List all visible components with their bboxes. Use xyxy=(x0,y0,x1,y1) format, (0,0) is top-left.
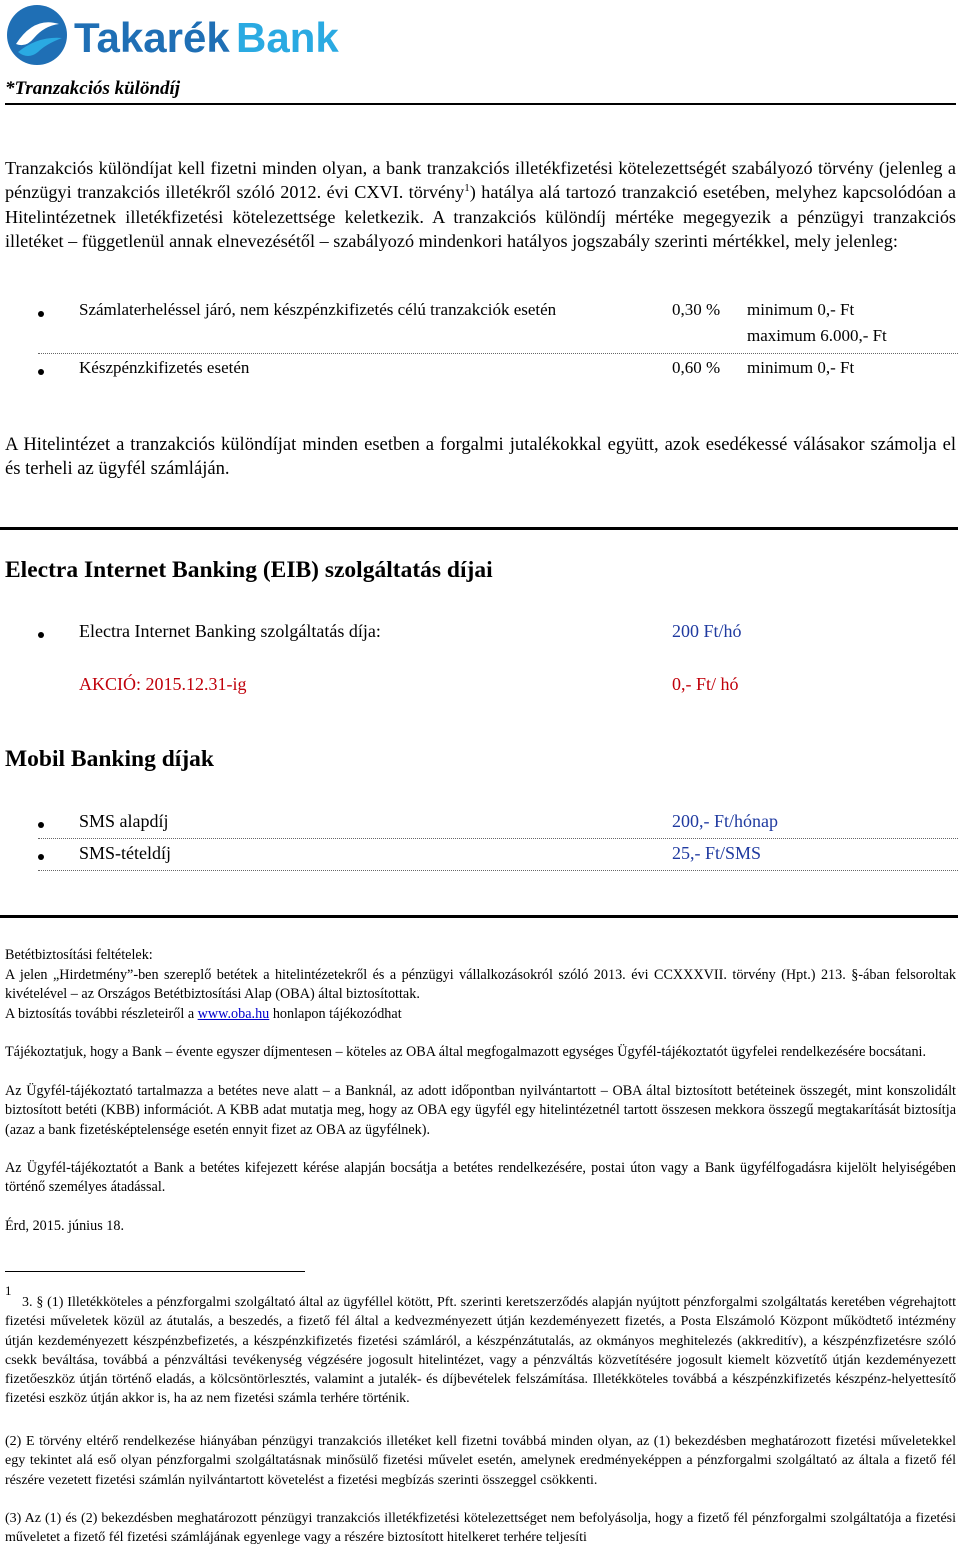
mobil-heading: Mobil Banking díjak xyxy=(5,746,214,772)
deposit-delivery-paragraph: Az Ügyfél-tájékoztatót a Bank a betétes kifejezett kérése alapján bocsátja a betétes rendelkezésére, postai úton vagy a Bank ügyfélfogadásra kijelölt helyiségében történő személyes átadással. xyxy=(5,1160,956,1196)
deposit-title: Betétbiztosítási feltételek: xyxy=(5,947,153,963)
deposit-link-before: A biztosítás további részleteiről a xyxy=(5,1006,198,1022)
row-divider xyxy=(38,870,958,871)
logo-text-takarek: Takarék xyxy=(74,14,230,61)
deposit-paragraph: A jelen „Hirdetmény”-ben szereplő betétek a hitelintézetekről és a pénzügyi vállalkozásokról szóló 2013. évi CCXXXVII. törvény (Hpt.) 213. §-ában felsoroltak kivételével – az Országos Betétbiztosítási Alap (OBA) által biztosítottak. xyxy=(5,967,956,1003)
footnote-paragraph-2: (2) E törvény eltérő rendelkezése hiányában pénzügyi tranzakciós illetéket kell fizetni továbbá minden olyan, az (1) bekezdésben meghatározott fizetési műveletekkel egy tekintet alá eső olyan pénzforgalmi szolgáltatásnak minősülő fizetési művelet esetén, amelynek eredményeképpen a pénzforgalmi szolgáltató az általa a fizető fél részére vezetett fizetési számlán nyilvántartott követelést a fizetési megbízás szerinti összeggel csökkenti. xyxy=(5,1434,956,1488)
footnote-paragraph-3: (3) Az (1) és (2) bekezdésben meghatározott pénzügyi tranzakciós illetékfizetési kötelezettséget nem befolyásolja, hogy a fizető fél pénzforgalmi szolgáltatója a fizetési műveletet a fizető fél fizetési számlájának egyenlege vagy a részére biztosított hitelkeret terhére teljesíti xyxy=(5,1511,956,1546)
deposit-link-after: honlapon tájékozódhat xyxy=(269,1006,402,1022)
row-divider xyxy=(38,353,958,354)
eib-promo-value: 0,- Ft/ hó xyxy=(672,674,739,694)
mobil-label: SMS-tételdíj xyxy=(79,843,172,863)
footnote-paragraph-1: 3. § (1) Illetékköteles a pénzforgalmi szolgáltató által az ügyféllel kötött, Pft. szerinti keretszerződés alapján nyújtott pénzforgalmi szolgáltatás keretében végrehajtott fizetési műveletek közül az átutalás, a beszedés, a fizető fél által a kedvezményezett útján kezdeményezett fizetés, a Posta Elszámoló Központ működtető intézmény útján kezdeményezett készpénzbefizetés, a készpénzkifizetés fizetési számláról, a készpénzátutalás, az okmányos meghitelezés (akkreditív), a készpénzfizetésre szóló csekk beváltása, továbbá a pénzváltási tevékenység végzésére jogosult hitelintézet, vagy a pénzváltás közvetítésére jogosult kiemelt közvetítő útján kezdeményezett fizetőeszköz útján történő eladás, a kölcsöntörlesztés, valamint a jutalék- és díjbevételek felszámítása. Illetékköteles továbbá a készpénzkifizetés készpénz-helyettesítő fizetési eszköz útján akkor is, ha az nem fizetési számla terhére történik. xyxy=(5,1295,956,1407)
mobil-label: SMS alapdíj xyxy=(79,811,169,831)
deposit-info-paragraph: Tájékoztatjuk, hogy a Bank – évente egyszer díjmentesen – köteles az OBA által megfogalmazott egységes Ügyfél-tájékoztatót ügyfelei rendelkezésére bocsátani. xyxy=(5,1044,927,1060)
bullet-icon xyxy=(38,854,44,860)
eib-fee-label: Electra Internet Banking szolgáltatás díja: xyxy=(79,621,381,641)
fee-label: Készpénzkifizetés esetén xyxy=(79,358,250,377)
logo-text-bank: Bank xyxy=(236,14,339,61)
bullet-icon xyxy=(38,632,44,638)
oba-link[interactable]: www.oba.hu xyxy=(197,1006,270,1022)
fee-min: minimum 0,- Ft xyxy=(747,300,855,319)
row-divider xyxy=(38,838,958,839)
intro-text-2: ) hatálya alá tartozó tranzakció esetében, melyhez kapcsolódóan a Hitelintézetnek illetékfizetési kötelezettsége keletkezik. A tranzakciós különdíj mértéke megegyezik a pénzügyi tranzakciós illetéket – függetlenül annak elnevezésétől – szabályozó mindenkori hatályos jogszabály szerinti mértékkel, mely jelenleg: xyxy=(5,182,956,251)
section-divider xyxy=(0,527,958,530)
section-title: *Tranzakciós különdíj xyxy=(5,77,956,105)
eib-heading: Electra Internet Banking (EIB) szolgáltatás díjai xyxy=(5,557,493,583)
deposit-kbb-paragraph: Az Ügyfél-tájékoztató tartalmazza a betétes neve alatt – a Banknál, az adott időpontban nyilvántartott – OBA által biztosított betéteinek összegét, mint konszolidált biztosított betéti (KBB) információt. A KBB adat mutatja meg, hogy az OBA egy ügyfél egy hitelintézetnél tartott összesen mekkora összegű megtakarítását biztosítja (azaz a bank fizetésképtelensége esetén ennyit fizet az OBA az ügyfélnek). xyxy=(5,1083,956,1138)
section-divider xyxy=(0,915,958,918)
mobil-value: 200,- Ft/hónap xyxy=(672,811,778,831)
intro-text-1: Tranzakciós különdíjat kell fizetni minden olyan, a bank tranzakciós illetékfizetési kötelezettségét szabályozó törvény (jelenleg a pénzügyi tranzakciós illetékről szóló 2012. évi CXVI. törvény xyxy=(5,158,956,203)
fee-min: minimum 0,- Ft xyxy=(747,358,855,377)
fee-rate: 0,60 % xyxy=(672,358,721,377)
fee-label: Számlaterheléssel járó, nem készpénzkifizetés célú tranzakciók esetén xyxy=(79,300,557,319)
footnote-mark: 1 xyxy=(5,1283,12,1298)
footnote-ref[interactable]: 1 xyxy=(464,182,470,195)
bullet-icon xyxy=(38,369,44,375)
fee-max: maximum 6.000,- Ft xyxy=(747,326,887,345)
bullet-icon xyxy=(38,822,44,828)
takarekbank-logo xyxy=(4,2,366,68)
logo-mark-icon xyxy=(4,2,366,68)
eib-fee-value: 200 Ft/hó xyxy=(672,621,742,641)
deposit-link-line xyxy=(5,1005,956,1024)
footnote-separator xyxy=(5,1271,305,1272)
fee-rate: 0,30 % xyxy=(672,300,721,319)
eib-promo-label: AKCIÓ: 2015.12.31-ig xyxy=(79,674,247,694)
bullet-icon xyxy=(38,311,44,317)
settlement-paragraph: A Hitelintézet a tranzakciós különdíjat minden esetben a forgalmi jutalékokkal együtt, azok esedékessé válásakor számolja el és terheli az ügyfél számláján. xyxy=(5,434,956,479)
document-date: Érd, 2015. június 18. xyxy=(5,1218,125,1234)
intro-paragraph xyxy=(5,156,956,253)
mobil-value: 25,- Ft/SMS xyxy=(672,843,762,863)
